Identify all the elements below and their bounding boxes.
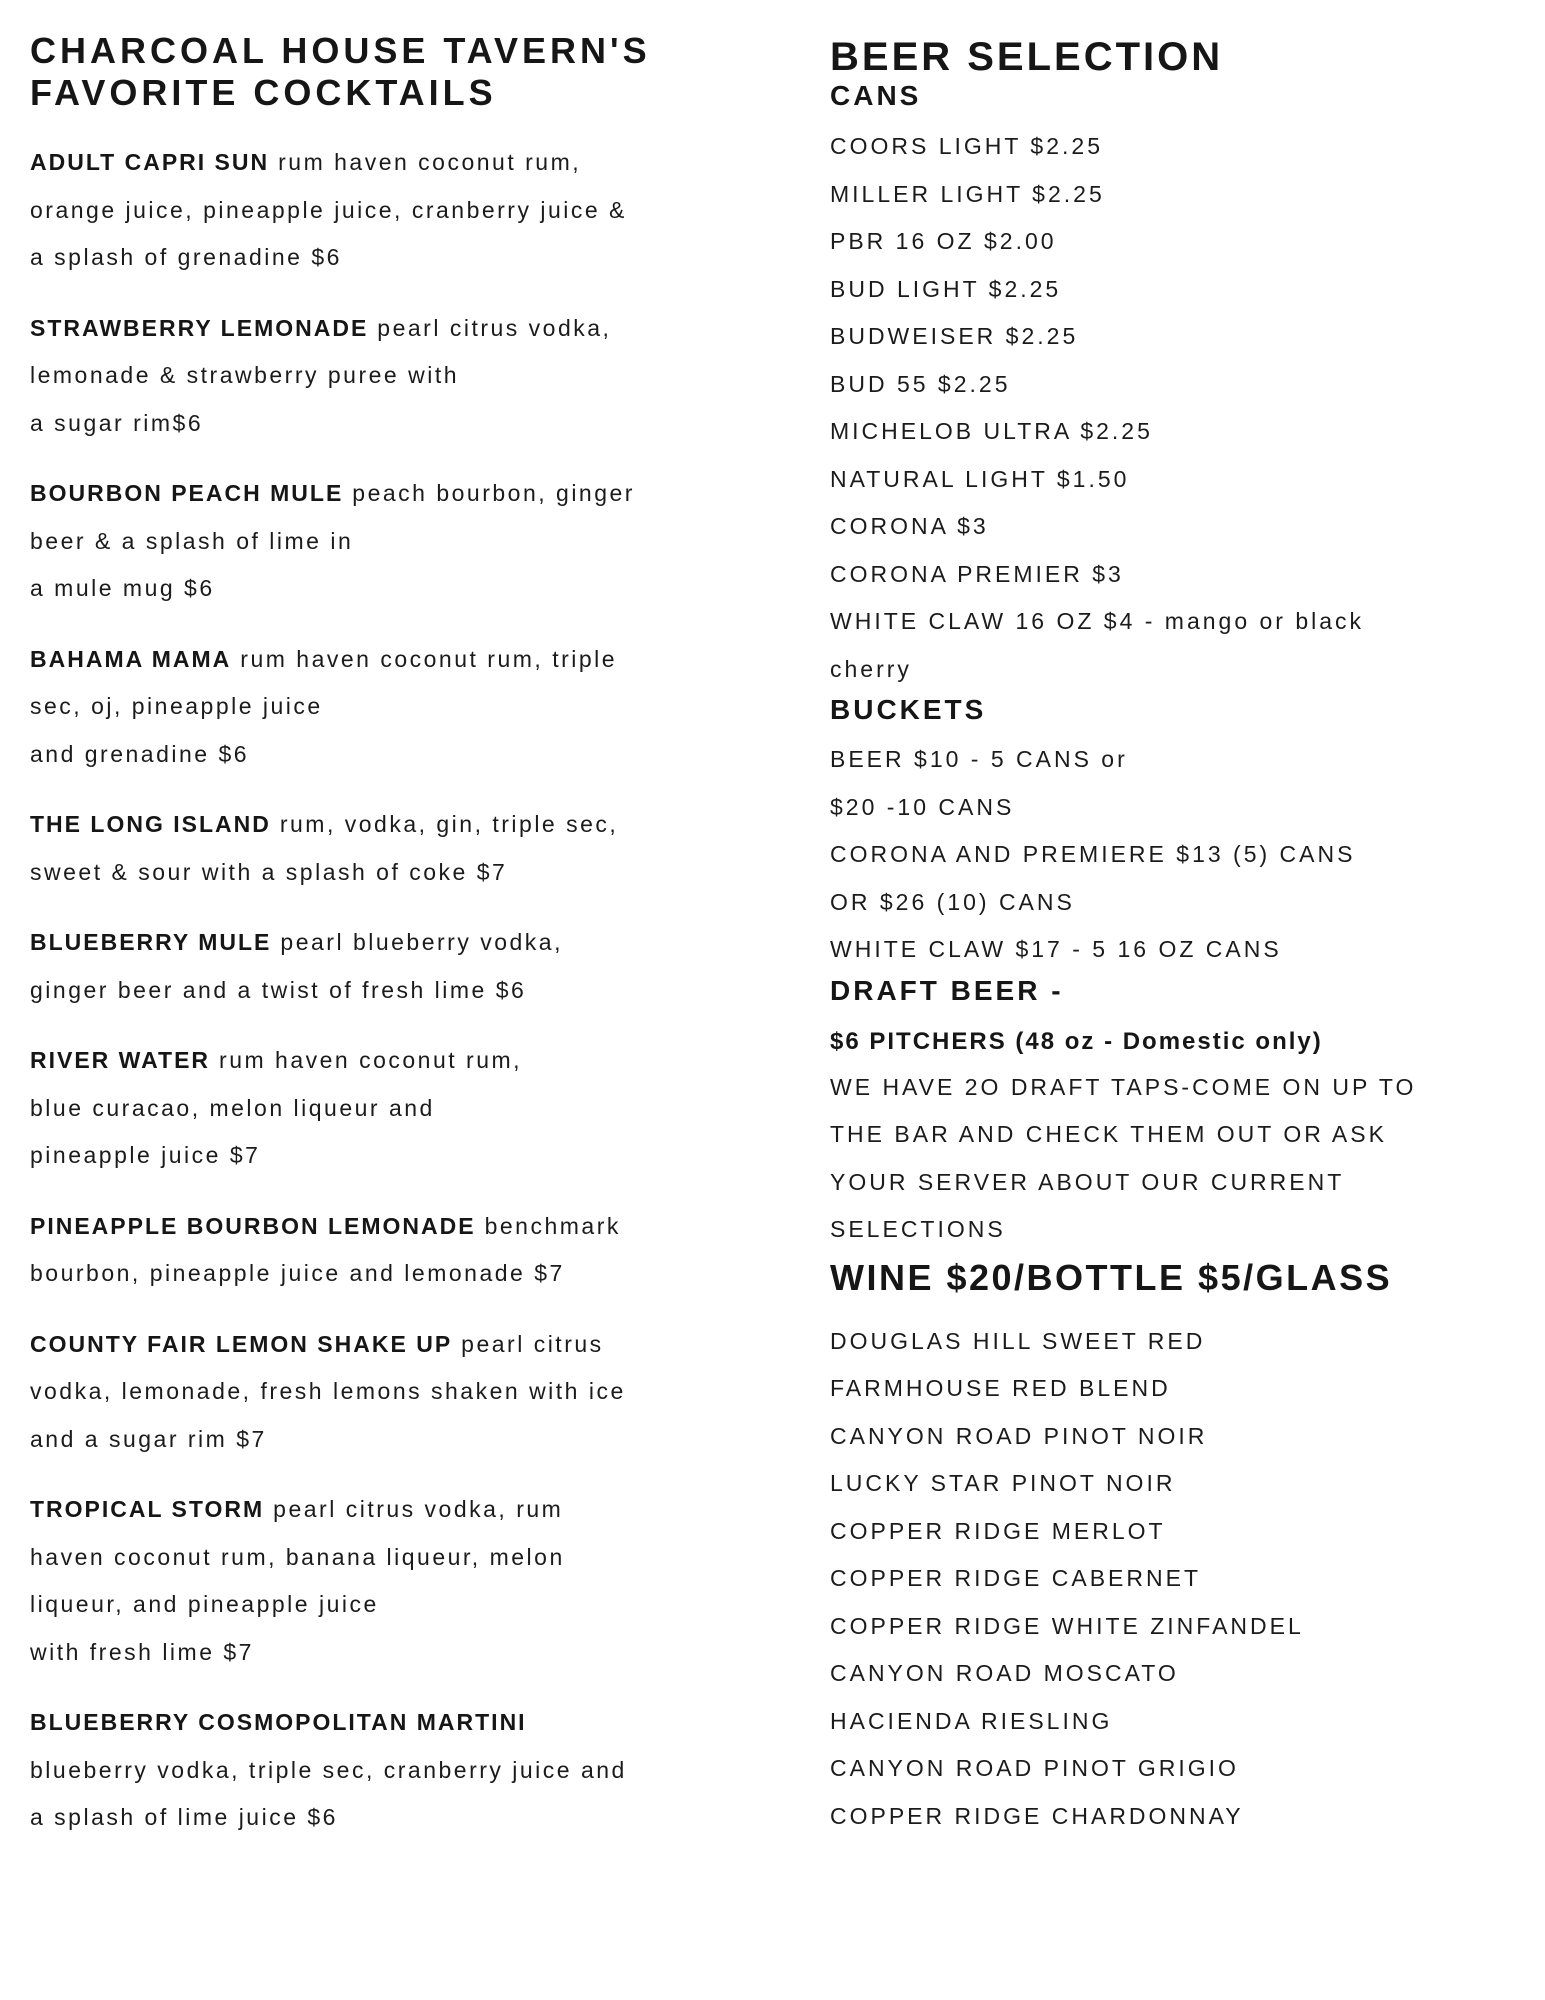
cocktail-desc-line: a splash of lime juice $6 (30, 1804, 338, 1830)
cocktail-item-blueberry-cosmopolitan-martini (30, 1699, 750, 1842)
cocktails-title-line1: CHARCOAL HOUSE TAVERN'S (30, 30, 651, 71)
cans-heading: CANS (830, 80, 922, 111)
cocktail-item-county-fair-lemon-shake-up (30, 1321, 750, 1464)
beer-can-line: CORONA $3 (830, 513, 989, 539)
bucket-line: $20 -10 CANS (830, 793, 1015, 820)
cocktail-desc-line: orange juice, pineapple juice, cranberry juice & (30, 196, 627, 223)
wine-line: COPPER RIDGE WHITE ZINFANDEL (830, 1612, 1304, 1639)
cocktail-desc-line: blueberry vodka, triple sec, cranberry juice and (30, 1756, 627, 1783)
beer-section-title: BEER SELECTION (830, 35, 1224, 79)
bucket-line: BEER $10 - 5 CANS or (830, 746, 1128, 772)
cocktail-line (30, 1037, 750, 1085)
draft-note-line: WE HAVE 2O DRAFT TAPS-COME ON UP TO (830, 1073, 1417, 1100)
wine-line: CANYON ROAD MOSCATO (830, 1660, 1179, 1686)
cocktail-desc-line: sec, oj, pineapple juice (30, 693, 323, 719)
cocktail-name: TROPICAL STORM (30, 1496, 265, 1522)
cocktail-desc-line: vodka, lemonade, fresh lemons shaken with ice (30, 1378, 626, 1404)
cocktail-line (30, 1321, 750, 1369)
cocktail-desc-line: a sugar rim$6 (30, 409, 204, 436)
draft-pitchers-subheading: $6 PITCHERS (48 oz - Domestic only) (830, 1027, 1323, 1055)
cocktail-name: ADULT CAPRI SUN (30, 149, 270, 175)
cocktail-desc-line: pearl blueberry vodka, (280, 929, 563, 955)
draft-beer-heading: DRAFT BEER - (830, 974, 1064, 1006)
beer-column (830, 35, 1530, 1840)
buckets-list (830, 736, 1530, 974)
cocktail-desc-line: beer & a splash of lime in (30, 527, 354, 554)
beer-can-line: WHITE CLAW 16 OZ $4 - mango or black (830, 608, 1365, 634)
wine-line: CANYON ROAD PINOT NOIR (830, 1422, 1208, 1449)
cocktail-name: PINEAPPLE BOURBON LEMONADE (30, 1212, 476, 1239)
cocktail-desc-line: pearl citrus vodka, rum (273, 1496, 564, 1522)
cocktail-item-adult-capri-sun (30, 139, 750, 282)
cocktail-name: STRAWBERRY LEMONADE (30, 314, 369, 341)
cocktail-item-bourbon-peach-mule (30, 470, 750, 613)
wine-heading: WINE $20/BOTTLE $5/GLASS (830, 1256, 1393, 1298)
cocktail-line (30, 470, 750, 518)
wine-list (830, 1318, 1530, 1841)
cocktail-name: BOURBON PEACH MULE (30, 480, 344, 506)
draft-note (830, 1064, 1530, 1254)
cocktail-desc-line: rum haven coconut rum, (219, 1047, 523, 1073)
wine-line: HACIENDA RIESLING (830, 1707, 1113, 1734)
cocktail-item-the-long-island (30, 801, 750, 896)
wine-line: LUCKY STAR PINOT NOIR (830, 1470, 1176, 1496)
cocktails-title-line2: FAVORITE COCKTAILS (30, 72, 497, 113)
wine-line: COPPER RIDGE CABERNET (830, 1565, 1201, 1591)
cocktail-desc-line: blue curacao, melon liqueur and (30, 1094, 435, 1121)
cocktails-title (30, 30, 750, 114)
beer-can-line: BUD 55 $2.25 (830, 370, 1011, 397)
beer-can-line: COORS LIGHT $2.25 (830, 133, 1103, 159)
cocktail-desc-line: a mule mug $6 (30, 575, 215, 601)
cocktail-line (30, 305, 750, 353)
cocktail-name: COUNTY FAIR LEMON SHAKE UP (30, 1330, 453, 1357)
cocktail-desc-line: pearl citrus (461, 1330, 604, 1357)
cocktail-desc-line: peach bourbon, ginger (352, 480, 635, 506)
cocktail-line (30, 919, 750, 967)
cocktail-item-blueberry-mule (30, 919, 750, 1014)
cocktail-item-strawberry-lemonade (30, 305, 750, 448)
beer-can-line: cherry (830, 655, 912, 682)
draft-note-line: SELECTIONS (830, 1216, 1006, 1242)
bucket-line: CORONA AND PREMIERE $13 (5) CANS (830, 841, 1356, 867)
draft-note-line: THE BAR AND CHECK THEM OUT OR ASK (830, 1121, 1387, 1147)
cocktail-desc-line: ginger beer and a twist of fresh lime $6 (30, 976, 527, 1003)
cocktail-line (30, 801, 750, 849)
beer-can-line: NATURAL LIGHT $1.50 (830, 465, 1130, 492)
beer-can-line: MICHELOB ULTRA $2.25 (830, 418, 1153, 444)
cocktail-desc-line: with fresh lime $7 (30, 1638, 254, 1665)
wine-line: CANYON ROAD PINOT GRIGIO (830, 1755, 1239, 1781)
cocktail-item-bahama-mama (30, 636, 750, 779)
cocktail-desc-line: pearl citrus vodka, (377, 314, 612, 341)
cocktail-item-river-water (30, 1037, 750, 1180)
cocktail-name: BLUEBERRY COSMOPOLITAN MARTINI (30, 1709, 527, 1735)
cocktail-desc-line: benchmark (484, 1212, 621, 1239)
cocktail-line (30, 1699, 750, 1747)
cocktail-desc-line: and a sugar rim $7 (30, 1425, 267, 1452)
cocktail-line (30, 1486, 750, 1534)
cocktail-line (30, 636, 750, 684)
cocktail-desc-line: rum haven coconut rum, triple (240, 645, 618, 672)
cocktail-item-tropical-storm (30, 1486, 750, 1676)
cocktail-desc-line: haven coconut rum, banana liqueur, melon (30, 1543, 565, 1570)
cocktail-line (30, 1203, 750, 1251)
cocktail-desc-line: pineapple juice $7 (30, 1142, 261, 1168)
buckets-heading: BUCKETS (830, 694, 987, 725)
bucket-line: OR $26 (10) CANS (830, 888, 1075, 915)
wine-line: DOUGLAS HILL SWEET RED (830, 1327, 1206, 1354)
cocktail-desc-line: bourbon, pineapple juice and lemonade $7 (30, 1260, 565, 1286)
cocktail-name: BAHAMA MAMA (30, 645, 232, 672)
cocktail-desc-line: rum haven coconut rum, (278, 149, 582, 175)
beer-can-line: PBR 16 OZ $2.00 (830, 228, 1057, 254)
wine-line: FARMHOUSE RED BLEND (830, 1375, 1171, 1401)
cocktail-desc-line: and grenadine $6 (30, 740, 250, 767)
bucket-line: WHITE CLAW $17 - 5 16 OZ CANS (830, 936, 1282, 962)
cocktail-line (30, 139, 750, 187)
wine-line: COPPER RIDGE CHARDONNAY (830, 1802, 1244, 1829)
beer-can-line: CORONA PREMIER $3 (830, 560, 1124, 587)
cocktail-desc-line: a splash of grenadine $6 (30, 244, 342, 270)
cocktail-name: THE LONG ISLAND (30, 811, 271, 837)
cocktail-desc-line: liqueur, and pineapple juice (30, 1591, 379, 1617)
cocktail-desc-line: sweet & sour with a splash of coke $7 (30, 858, 508, 885)
cocktail-desc-line: rum, vodka, gin, triple sec, (279, 811, 619, 837)
draft-note-line: YOUR SERVER ABOUT OUR CURRENT (830, 1168, 1345, 1195)
beer-can-line: BUDWEISER $2.25 (830, 323, 1079, 349)
beer-can-line: MILLER LIGHT $2.25 (830, 180, 1105, 207)
cocktail-desc-line: lemonade & strawberry puree with (30, 362, 459, 388)
cocktail-name: RIVER WATER (30, 1047, 211, 1073)
cocktail-item-pineapple-bourbon-lemonade (30, 1203, 750, 1298)
beer-can-line: BUD LIGHT $2.25 (830, 275, 1062, 302)
cocktails-column (30, 30, 750, 1865)
cans-list (830, 123, 1530, 693)
wine-line: COPPER RIDGE MERLOT (830, 1517, 1166, 1544)
cocktail-name: BLUEBERRY MULE (30, 929, 272, 955)
